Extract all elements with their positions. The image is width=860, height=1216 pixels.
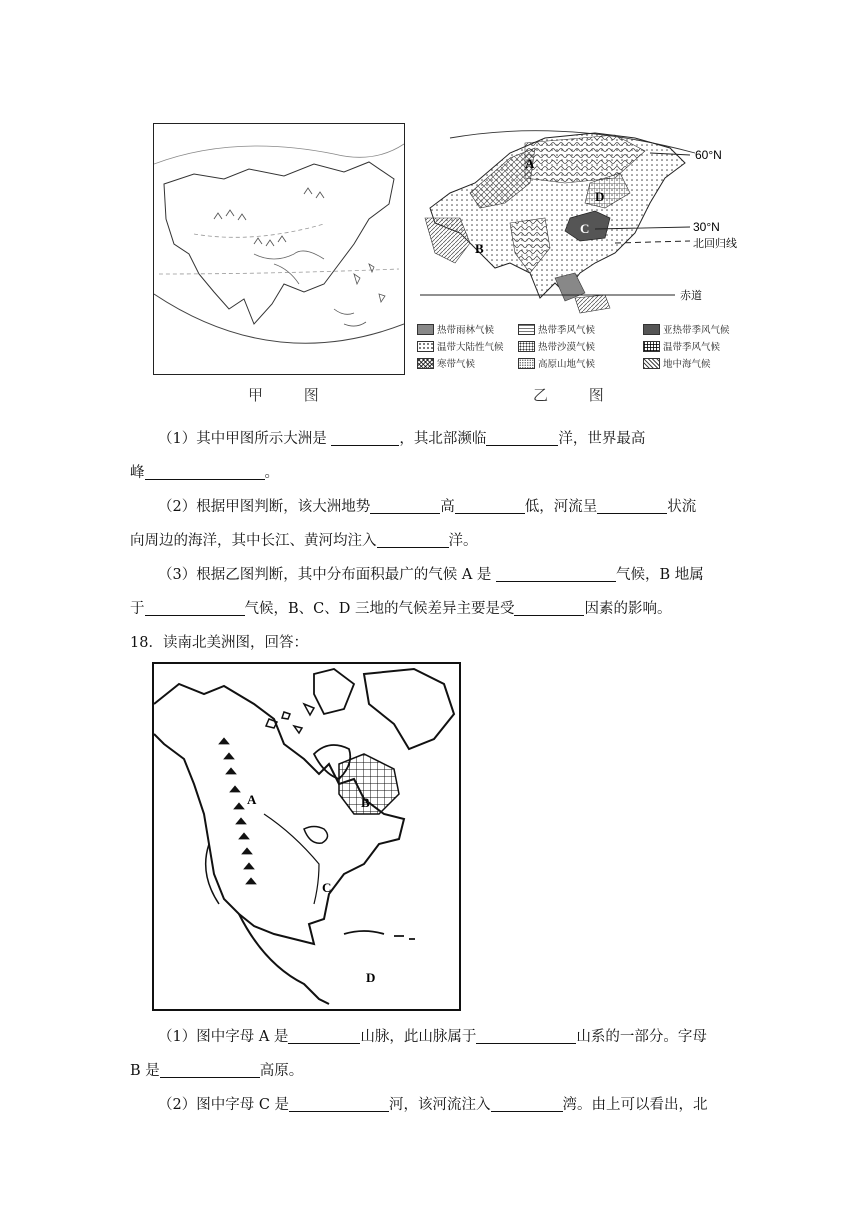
answer-blank[interactable] bbox=[331, 427, 399, 446]
answer-blank[interactable] bbox=[289, 1093, 389, 1112]
answer-blank[interactable] bbox=[491, 1093, 563, 1112]
text-run: （2）根据甲图判断，该大洲地势 bbox=[158, 499, 371, 515]
q17-part2 bbox=[130, 490, 740, 524]
legend-swatch bbox=[643, 358, 660, 369]
q17-part3-cont bbox=[130, 592, 740, 626]
q17-part2-cont bbox=[130, 524, 740, 558]
answer-blank[interactable] bbox=[486, 427, 558, 446]
yi-label-a: A bbox=[525, 156, 535, 171]
answer-blank[interactable] bbox=[160, 1059, 260, 1078]
text-run: B 是 bbox=[130, 1063, 160, 1079]
legend-swatch bbox=[417, 324, 434, 335]
text-run: 河，该河流注入 bbox=[389, 1097, 491, 1113]
text-run: 低，河流呈 bbox=[524, 499, 598, 515]
legend-swatch bbox=[643, 324, 660, 335]
text-run: 洋。 bbox=[448, 533, 478, 549]
text-run: 高 bbox=[440, 499, 455, 515]
lat-30n-label: 30°N bbox=[693, 220, 720, 234]
q17-part1 bbox=[130, 422, 740, 456]
text-run: （3）根据乙图判断，其中分布面积最广的气候 A 是 bbox=[158, 567, 497, 583]
text-run: 洋，世界最高 bbox=[558, 431, 646, 447]
answer-blank[interactable] bbox=[514, 597, 584, 616]
legend-swatch bbox=[417, 341, 434, 352]
answer-blank[interactable] bbox=[145, 461, 265, 480]
text-run: 山脉，此山脉属于 bbox=[360, 1029, 477, 1045]
text-run: 峰 bbox=[130, 465, 145, 481]
text-run: （1）图中字母 A 是 bbox=[158, 1029, 289, 1045]
tropic-label: 北回归线 bbox=[693, 237, 737, 250]
equator-label: 赤道 bbox=[680, 289, 702, 302]
label-bg bbox=[326, 844, 340, 858]
legend-label: 高原山地气候 bbox=[538, 359, 596, 370]
yi-label-b: B bbox=[475, 241, 484, 256]
legend-item bbox=[417, 322, 494, 336]
q18-text bbox=[130, 1020, 740, 1122]
answer-blank[interactable] bbox=[496, 563, 616, 582]
q17-text bbox=[130, 422, 740, 660]
text-run: （2）图中字母 C 是 bbox=[158, 1097, 290, 1113]
text-run: 气候，B、C、D 三地的气候差异主要是受 bbox=[244, 601, 515, 617]
legend-item bbox=[518, 339, 595, 353]
q18-part1-cont bbox=[130, 1054, 740, 1088]
na-label-d: D bbox=[366, 970, 376, 985]
yi-label-d: D bbox=[595, 189, 605, 204]
lat-60n-label: 60°N bbox=[695, 148, 722, 162]
text-run: 向周边的海洋，其中长江、黄河均注入 bbox=[130, 533, 377, 549]
figure-caption-yi: 乙 图 bbox=[533, 386, 622, 404]
legend-item bbox=[643, 339, 720, 353]
north-america-map-drawing bbox=[154, 664, 459, 1009]
na-label-b: B bbox=[361, 795, 370, 810]
answer-blank[interactable] bbox=[288, 1025, 360, 1044]
na-label-c: C bbox=[322, 880, 332, 895]
legend-swatch bbox=[643, 341, 660, 352]
legend-item bbox=[518, 356, 595, 370]
text-run: 湾。由上可以看出，北 bbox=[562, 1097, 708, 1113]
asia-climate-map-drawing bbox=[415, 123, 750, 323]
text-run: （1）其中甲图所示大洲是 bbox=[158, 431, 332, 447]
legend-swatch bbox=[518, 341, 535, 352]
legend-label: 地中海气候 bbox=[663, 359, 711, 370]
q18-part2 bbox=[130, 1088, 740, 1122]
text-run: ，其北部濒临 bbox=[399, 431, 487, 447]
q18-part1 bbox=[130, 1020, 740, 1054]
text-run: 状流 bbox=[667, 499, 697, 515]
text-run: 于 bbox=[130, 601, 145, 617]
legend-item bbox=[417, 356, 475, 370]
answer-blank[interactable] bbox=[370, 495, 440, 514]
legend-label: 热带季风气候 bbox=[538, 325, 596, 336]
legend-swatch bbox=[518, 358, 535, 369]
climate-legend bbox=[415, 322, 750, 374]
text-run: 高原。 bbox=[259, 1063, 304, 1079]
answer-blank[interactable] bbox=[145, 597, 245, 616]
legend-label: 亚热带季风气候 bbox=[663, 325, 730, 336]
legend-swatch bbox=[417, 358, 434, 369]
asia-physical-map-drawing bbox=[154, 124, 404, 374]
answer-blank[interactable] bbox=[377, 529, 449, 548]
legend-label: 热带沙漠气候 bbox=[538, 342, 596, 353]
legend-item bbox=[643, 322, 730, 336]
figure-caption-jia: 甲 图 bbox=[248, 386, 337, 404]
legend-label: 热带雨林气候 bbox=[437, 325, 495, 336]
q17-part3 bbox=[130, 558, 740, 592]
answer-blank[interactable] bbox=[455, 495, 525, 514]
figure-group-asia bbox=[150, 118, 750, 408]
answer-blank[interactable] bbox=[476, 1025, 576, 1044]
legend-label: 温带季风气候 bbox=[663, 342, 721, 353]
yi-label-c: C bbox=[580, 221, 590, 236]
asia-physical-map bbox=[153, 123, 405, 375]
legend-item bbox=[518, 322, 595, 336]
north-america-map bbox=[152, 662, 461, 1011]
na-label-a: A bbox=[247, 792, 257, 807]
text-run: 气候，B 地属 bbox=[616, 567, 704, 583]
legend-item bbox=[417, 339, 504, 353]
legend-label: 寒带气候 bbox=[437, 359, 476, 370]
text-run: 山系的一部分。字母 bbox=[576, 1029, 707, 1045]
q17-part1-cont bbox=[130, 456, 740, 490]
q18-title: 18．读南北美洲图，回答： bbox=[130, 635, 308, 651]
legend-item bbox=[643, 356, 711, 370]
answer-blank[interactable] bbox=[597, 495, 667, 514]
legend-swatch bbox=[518, 324, 535, 335]
legend-label: 温带大陆性气候 bbox=[437, 342, 504, 353]
text-run: 。 bbox=[264, 465, 279, 481]
text-run: 因素的影响。 bbox=[584, 601, 672, 617]
